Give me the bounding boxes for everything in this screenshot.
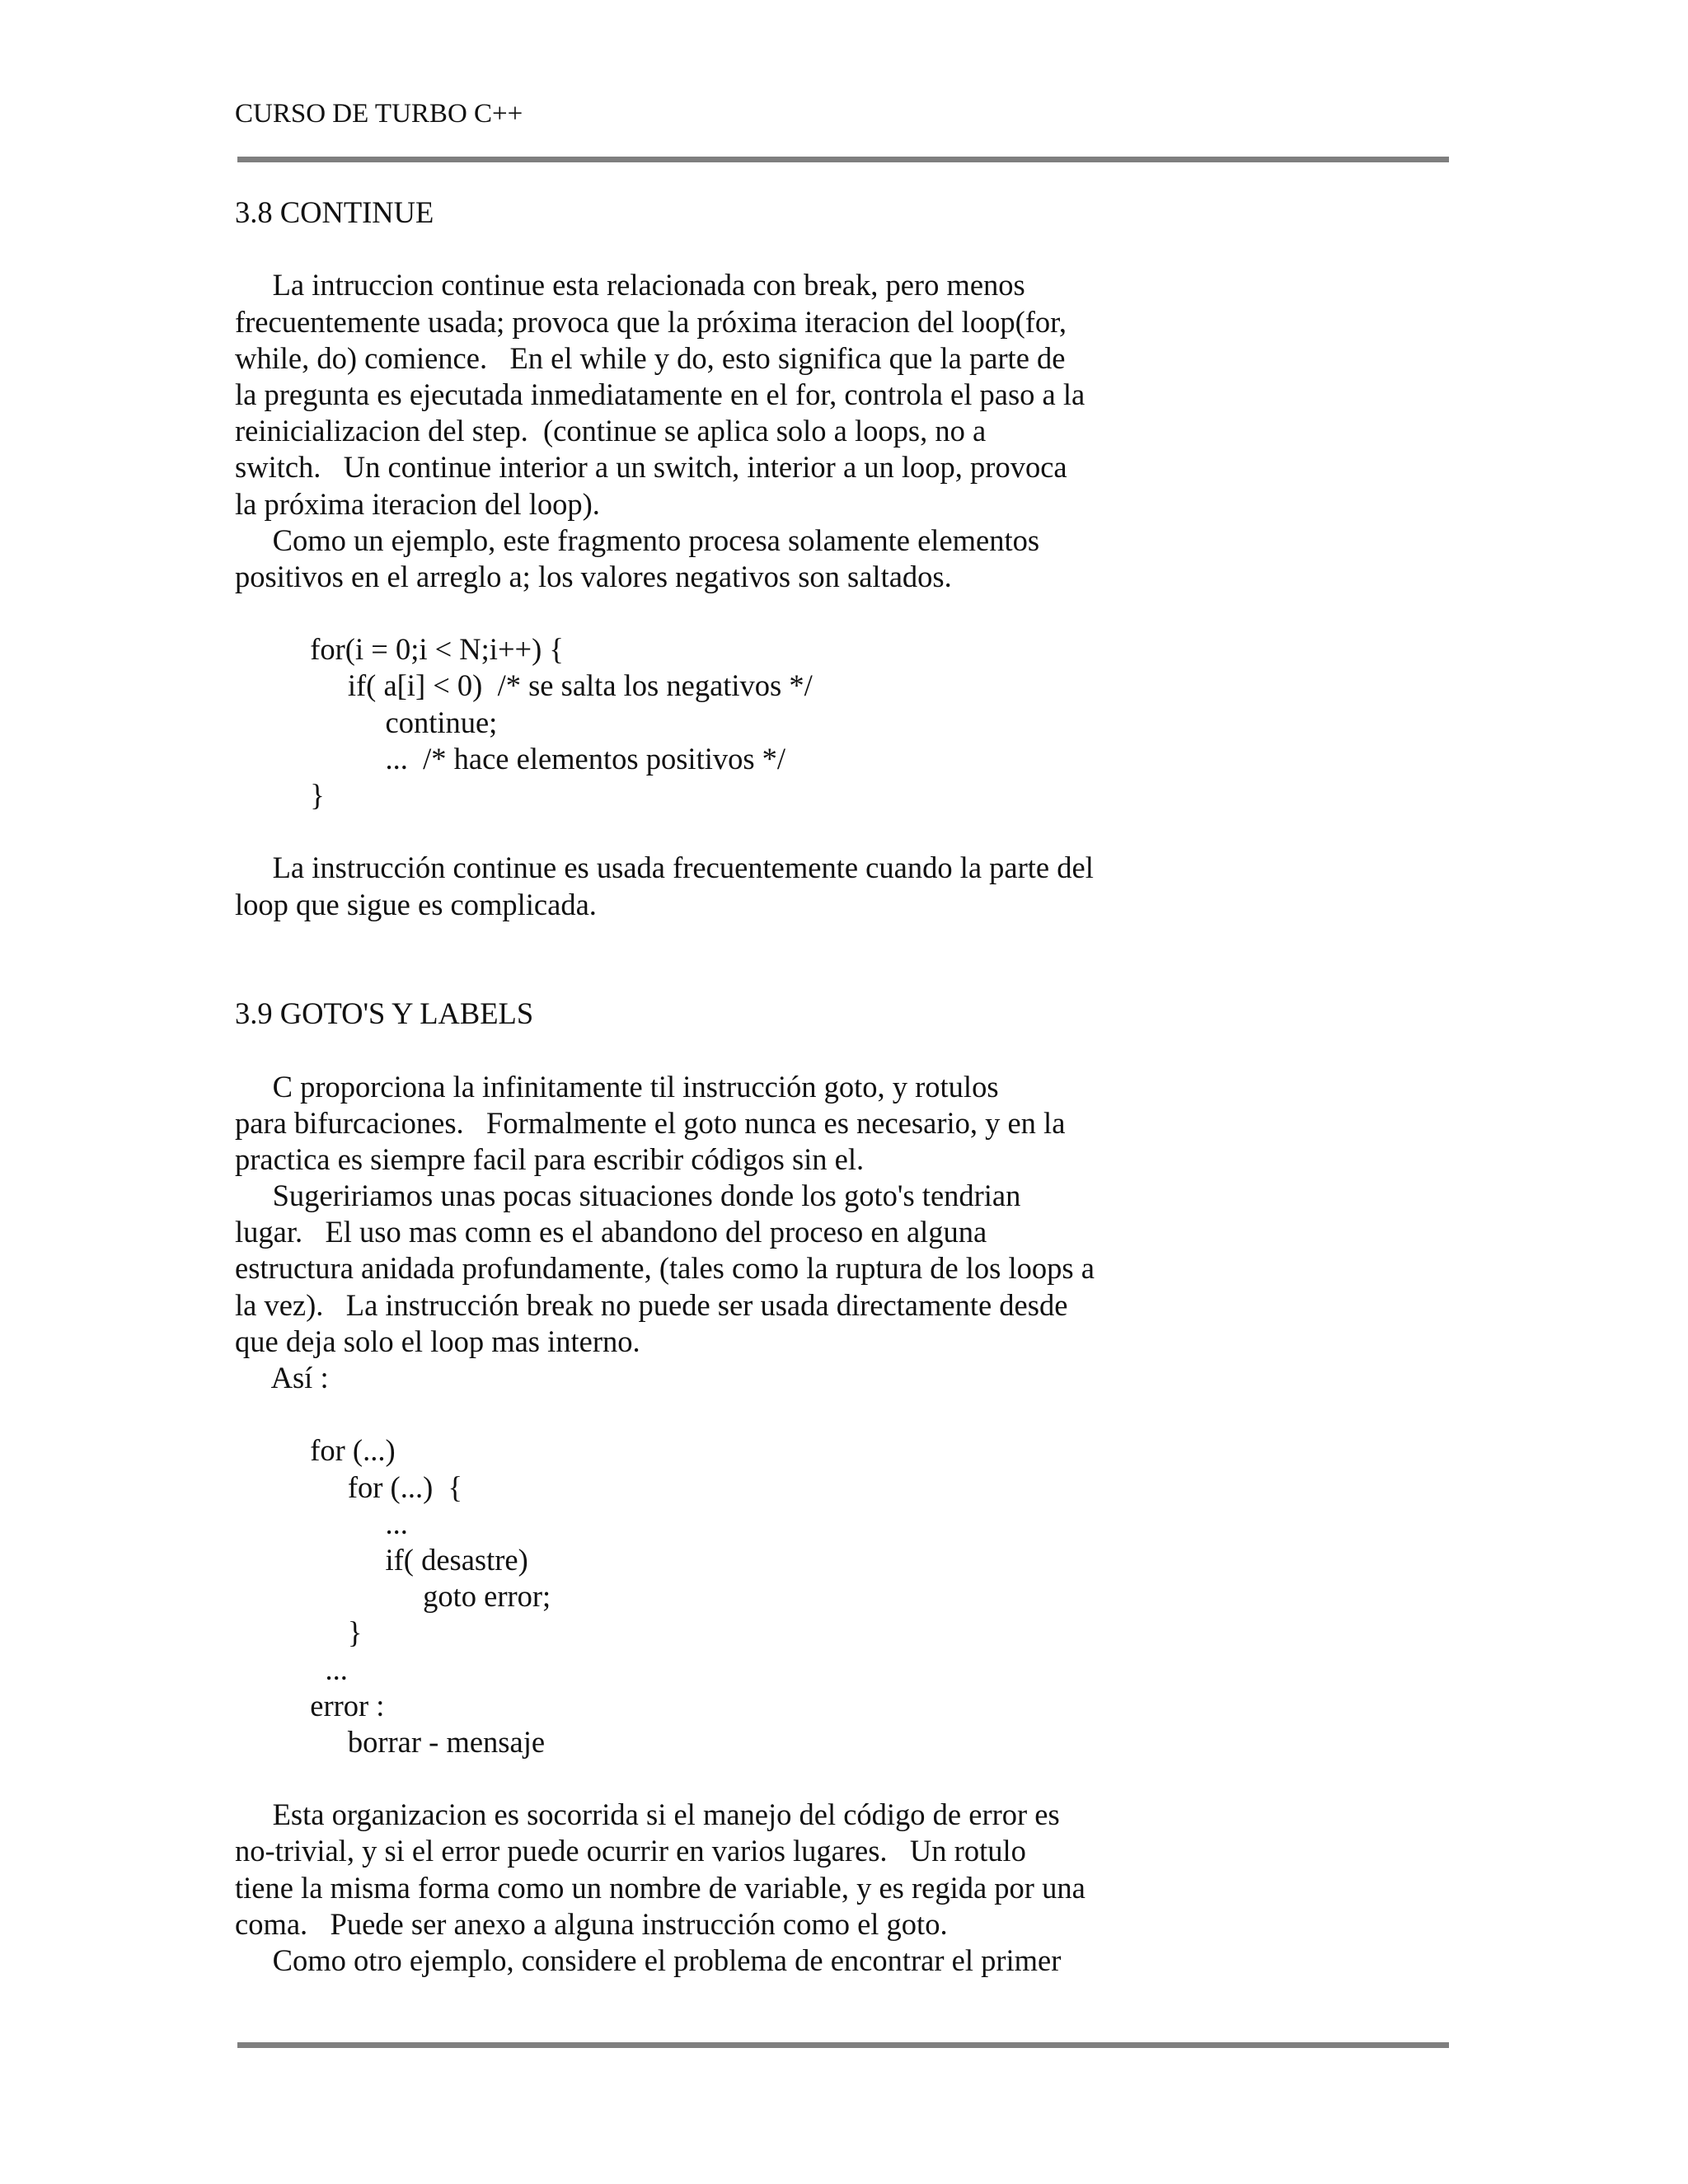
text-line: la próxima iteracion del loop). <box>235 486 600 521</box>
code-line: ... /* hace elementos positivos */ <box>235 741 786 776</box>
text-line: positivos en el arreglo a; los valores negativos son saltados. <box>235 559 952 593</box>
text-line: reinicializacion del step. (continue se aplica solo a loops, no a <box>235 414 987 448</box>
text-line: La instrucción continue es usada frecuentemente cuando la parte del <box>235 851 1094 885</box>
code-line: ... <box>235 1506 408 1540</box>
text-line: Como otro ejemplo, considere el problema de encontrar el primer <box>235 1943 1062 1977</box>
text-line: Como un ejemplo, este fragmento procesa solamente elementos <box>235 523 1040 557</box>
blank-line <box>235 923 1471 959</box>
text-line: C proporciona la infinitamente til instrucción goto, y rotulos <box>235 1069 999 1104</box>
text-line: la pregunta es ejecutada inmediatamente en el for, controla el paso a la <box>235 377 1085 411</box>
header-rule <box>237 157 1449 162</box>
text-line: la vez). La instrucción break no puede ser usada directamente desde <box>235 1287 1068 1322</box>
code-line: ... <box>235 1652 348 1686</box>
section-heading: 3.8 CONTINUE <box>235 195 434 229</box>
text-line: switch. Un continue interior a un switch, interior a un loop, provoca <box>235 450 1067 485</box>
code-line: for(i = 0;i < N;i++) { <box>235 632 564 667</box>
text-line: tiene la misma forma como un nombre de variable, y es regida por una <box>235 1870 1085 1905</box>
text-line: coma. Puede ser anexo a alguna instrucción como el goto. <box>235 1906 948 1941</box>
code-line: for (...) { <box>235 1469 463 1504</box>
blank-line <box>235 1032 1471 1068</box>
code-line: borrar - mensaje <box>235 1724 546 1759</box>
blank-line <box>235 813 1471 850</box>
text-line: lugar. El uso mas comn es el abandono del proceso en alguna <box>235 1215 987 1249</box>
code-line: continue; <box>235 705 498 739</box>
text-line: Sugeririamos unas pocas situaciones donde los goto's tendrian <box>235 1179 1021 1213</box>
code-line: } <box>235 1615 363 1650</box>
text-line: Así : <box>235 1361 329 1394</box>
code-line: goto error; <box>235 1579 551 1614</box>
text-line: practica es siempre facil para escribir códigos sin el. <box>235 1141 865 1176</box>
text-line: loop que sigue es complicada. <box>235 887 597 921</box>
blank-line <box>235 1396 1471 1432</box>
blank-line <box>235 231 1471 267</box>
code-line: for (...) <box>235 1433 396 1468</box>
text-line: while, do) comience. En el while y do, esto significa que la parte de <box>235 340 1066 375</box>
text-line: para bifurcaciones. Formalmente el goto nunca es necesario, y en la <box>235 1105 1066 1140</box>
blank-line <box>235 1760 1471 1797</box>
blank-line <box>235 595 1471 631</box>
text-line: La intruccion continue esta relacionada con break, pero menos <box>235 268 1025 302</box>
document-body <box>235 194 1471 1979</box>
text-line: que deja solo el loop mas interno. <box>235 1324 640 1358</box>
code-line: } <box>235 778 325 812</box>
page-header-title: CURSO DE TURBO C++ <box>235 99 523 129</box>
text-line: no-trivial, y si el error puede ocurrir en varios lugares. Un rotulo <box>235 1834 1026 1868</box>
blank-line <box>235 959 1471 996</box>
section-heading: 3.9 GOTO'S Y LABELS <box>235 996 534 1031</box>
text-line: Esta organizacion es socorrida si el manejo del código de error es <box>235 1797 1060 1832</box>
code-line: error : <box>235 1688 385 1722</box>
code-line: if( a[i] < 0) /* se salta los negativos */ <box>235 668 813 703</box>
text-line: estructura anidada profundamente, (tales como la ruptura de los loops a <box>235 1251 1095 1286</box>
footer-rule <box>237 2042 1449 2048</box>
code-line: if( desastre) <box>235 1542 528 1577</box>
text-line: frecuentemente usada; provoca que la próxima iteracion del loop(for, <box>235 304 1067 339</box>
